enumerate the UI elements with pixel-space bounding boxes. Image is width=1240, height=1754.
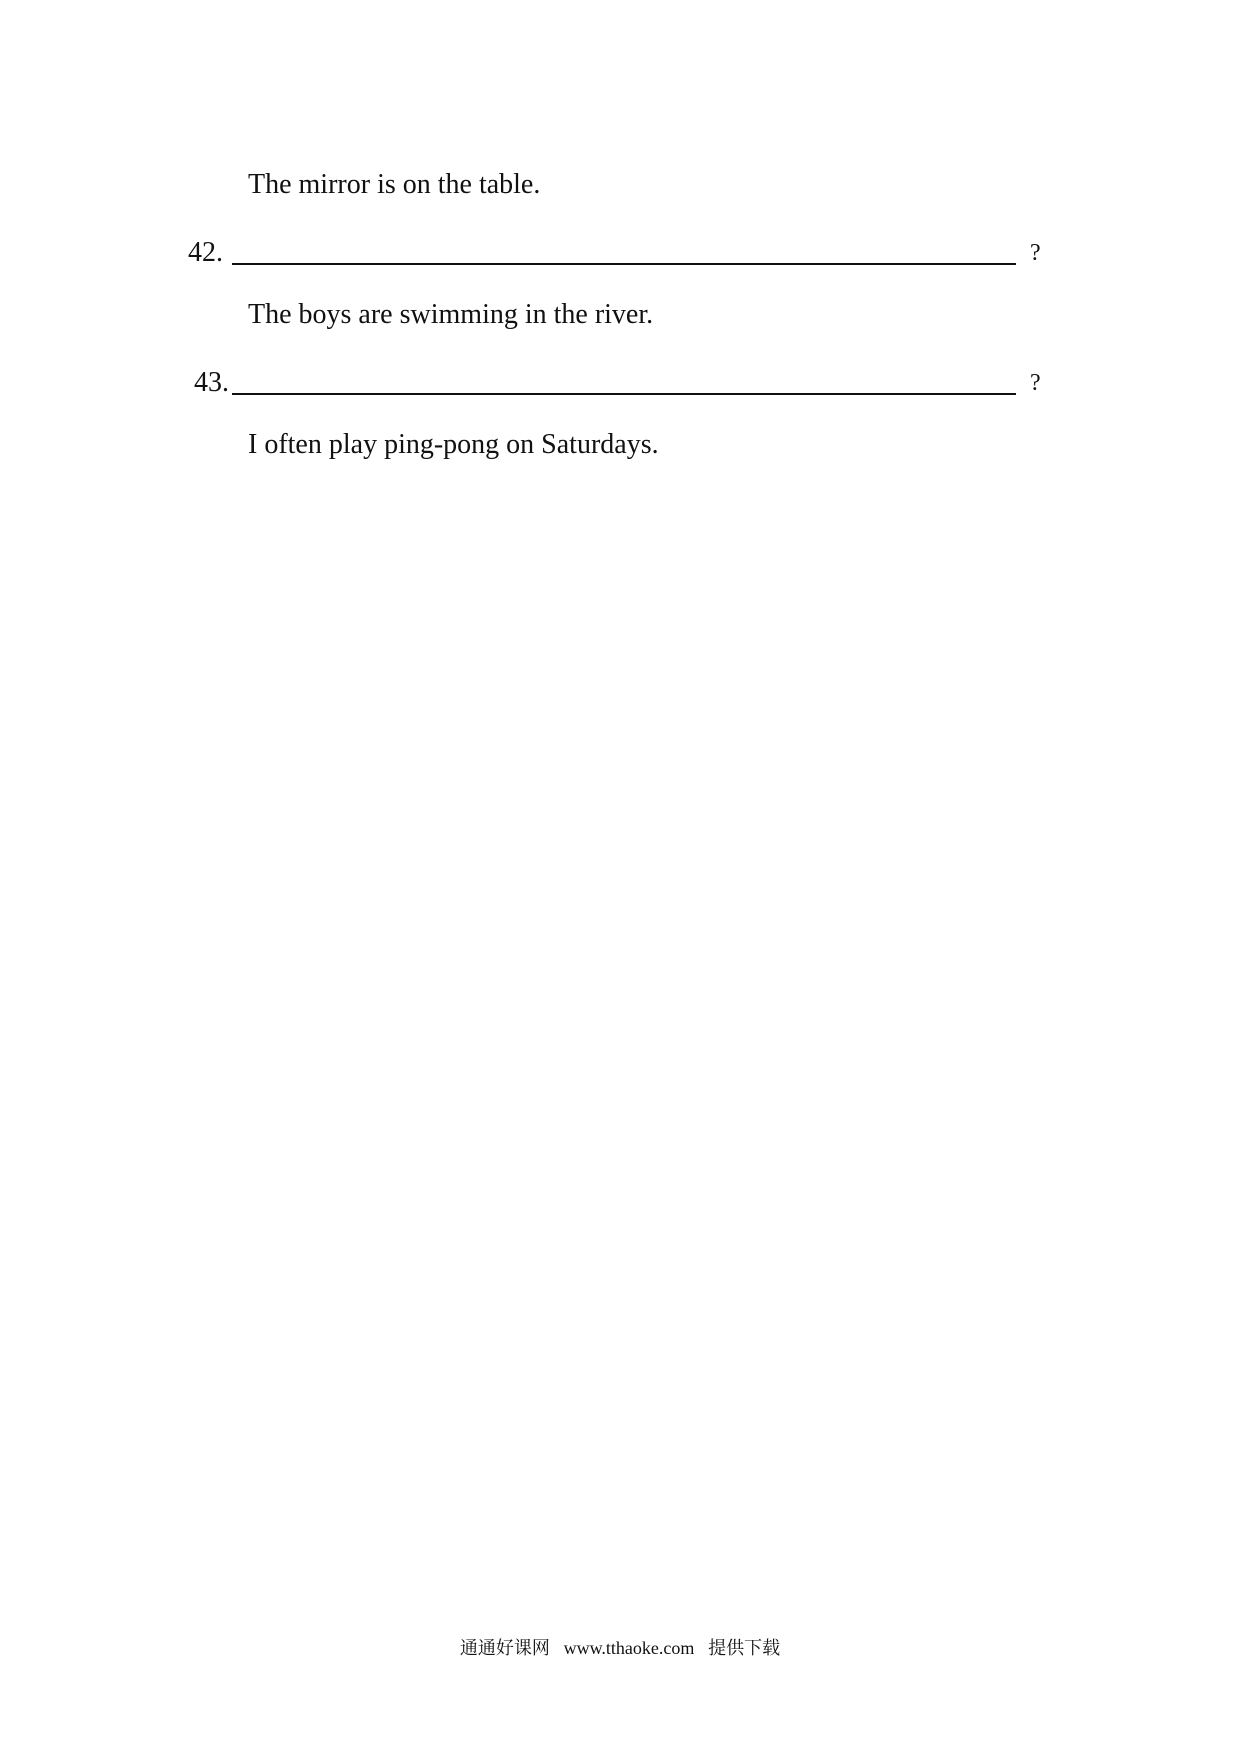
- answer-sentence-41: The mirror is on the table.: [248, 169, 541, 200]
- answer-blank[interactable]: [232, 263, 1016, 265]
- answer-sentence-43: I often play ping-pong on Saturdays.: [248, 429, 659, 460]
- question-line-42: [188, 236, 1048, 270]
- question-mark: ?: [1030, 240, 1041, 266]
- question-number: 43.: [194, 367, 229, 398]
- footer-action: 提供下载: [708, 1638, 781, 1659]
- page-footer: [0, 1636, 1240, 1661]
- question-mark: ?: [1030, 370, 1041, 396]
- question-line-43: [188, 366, 1048, 400]
- footer-url: www.tthaoke.com: [563, 1638, 695, 1658]
- footer-site-name: 通通好课网: [459, 1638, 550, 1659]
- question-number: 42.: [188, 237, 223, 268]
- answer-blank[interactable]: [232, 393, 1016, 395]
- answer-sentence-42: The boys are swimming in the river.: [248, 299, 654, 330]
